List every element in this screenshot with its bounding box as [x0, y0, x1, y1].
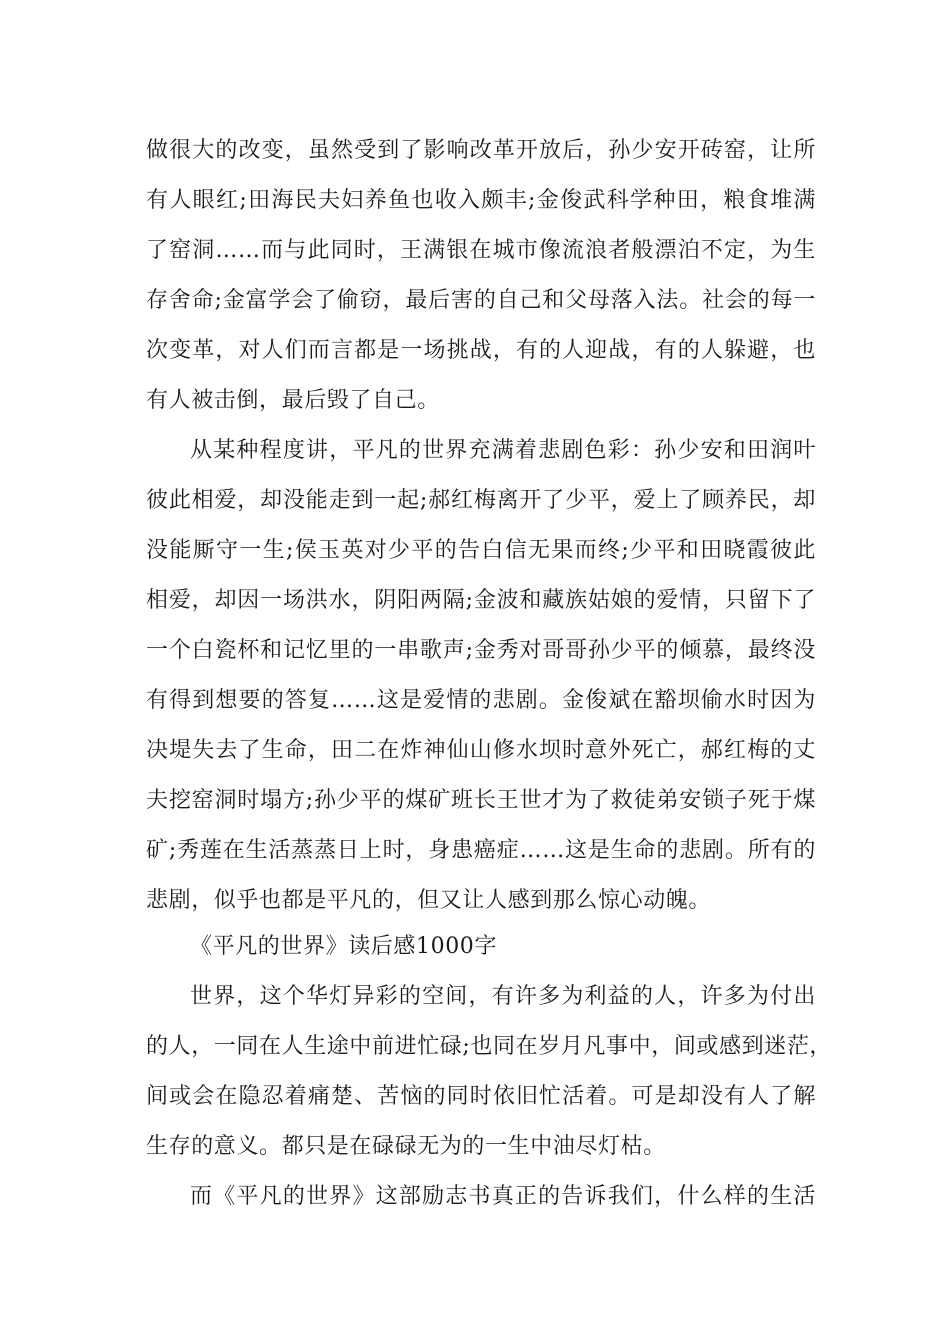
- text-line: 了窑洞……而与此同时，王满银在城市像流浪者般漂泊不定，为生: [146, 238, 816, 263]
- text-line: 决堤失去了生命，田二在炸神仙山修水坝时意外死亡，郝红梅的丈: [146, 738, 816, 763]
- paragraph-first-line: 世界，这个华灯异彩的空间，有许多为利益的人，许多为付出: [190, 984, 816, 1009]
- text-line: 的人，一同在人生途中前进忙碌;也同在岁月凡事中，间或感到迷茫，: [146, 1034, 833, 1059]
- text-line: 彼此相爱，却没能走到一起;郝红梅离开了少平，爱上了顾养民，却: [146, 488, 816, 513]
- text-line: 一个白瓷杯和记忆里的一串歌声;金秀对哥哥孙少平的倾慕，最终没: [146, 638, 816, 663]
- text-line: 有人眼红;田海民夫妇养鱼也收入颇丰;金俊武科学种田，粮食堆满: [146, 188, 816, 213]
- text-line: 矿;秀莲在生活蒸蒸日上时，身患癌症……这是生命的悲剧。所有的: [146, 838, 816, 863]
- text-line: 做很大的改变，虽然受到了影响改革开放后，孙少安开砖窑，让所: [146, 138, 816, 163]
- text-line: 悲剧，似乎也都是平凡的，但又让人感到那么惊心动魄。: [146, 888, 712, 913]
- text-line: 有得到想要的答复……这是爱情的悲剧。金俊斌在豁坝偷水时因为: [146, 688, 816, 713]
- text-line: 存舍命;金富学会了偷窃，最后害的自己和父母落入法。社会的每一: [146, 288, 816, 313]
- text-line: 相爱，却因一场洪水，阴阳两隔;金波和藏族姑娘的爱情，只留下了: [146, 588, 816, 613]
- paragraph-first-line: 从某种程度讲，平凡的世界充满着悲剧色彩：孙少安和田润叶: [190, 438, 816, 463]
- text-line: 间或会在隐忍着痛楚、苦恼的同时依旧忙活着。可是却没有人了解: [146, 1084, 816, 1109]
- text-line: 夫挖窑洞时塌方;孙少平的煤矿班长王世才为了救徒弟安锁子死于煤: [146, 788, 816, 813]
- text-line: 生存的意义。都只是在碌碌无为的一生中油尽灯枯。: [146, 1134, 666, 1159]
- text-line: 次变革，对人们而言都是一场挑战，有的人迎战，有的人躲避，也: [146, 338, 816, 363]
- section-heading: 《平凡的世界》读后感1000字: [190, 934, 497, 959]
- paragraph-first-line: 而《平凡的世界》这部励志书真正的告诉我们，什么样的生活: [190, 1184, 816, 1209]
- text-line: 没能厮守一生;侯玉英对少平的告白信无果而终;少平和田晓霞彼此: [146, 538, 816, 563]
- text-line: 有人被击倒，最后毁了自己。: [146, 388, 440, 413]
